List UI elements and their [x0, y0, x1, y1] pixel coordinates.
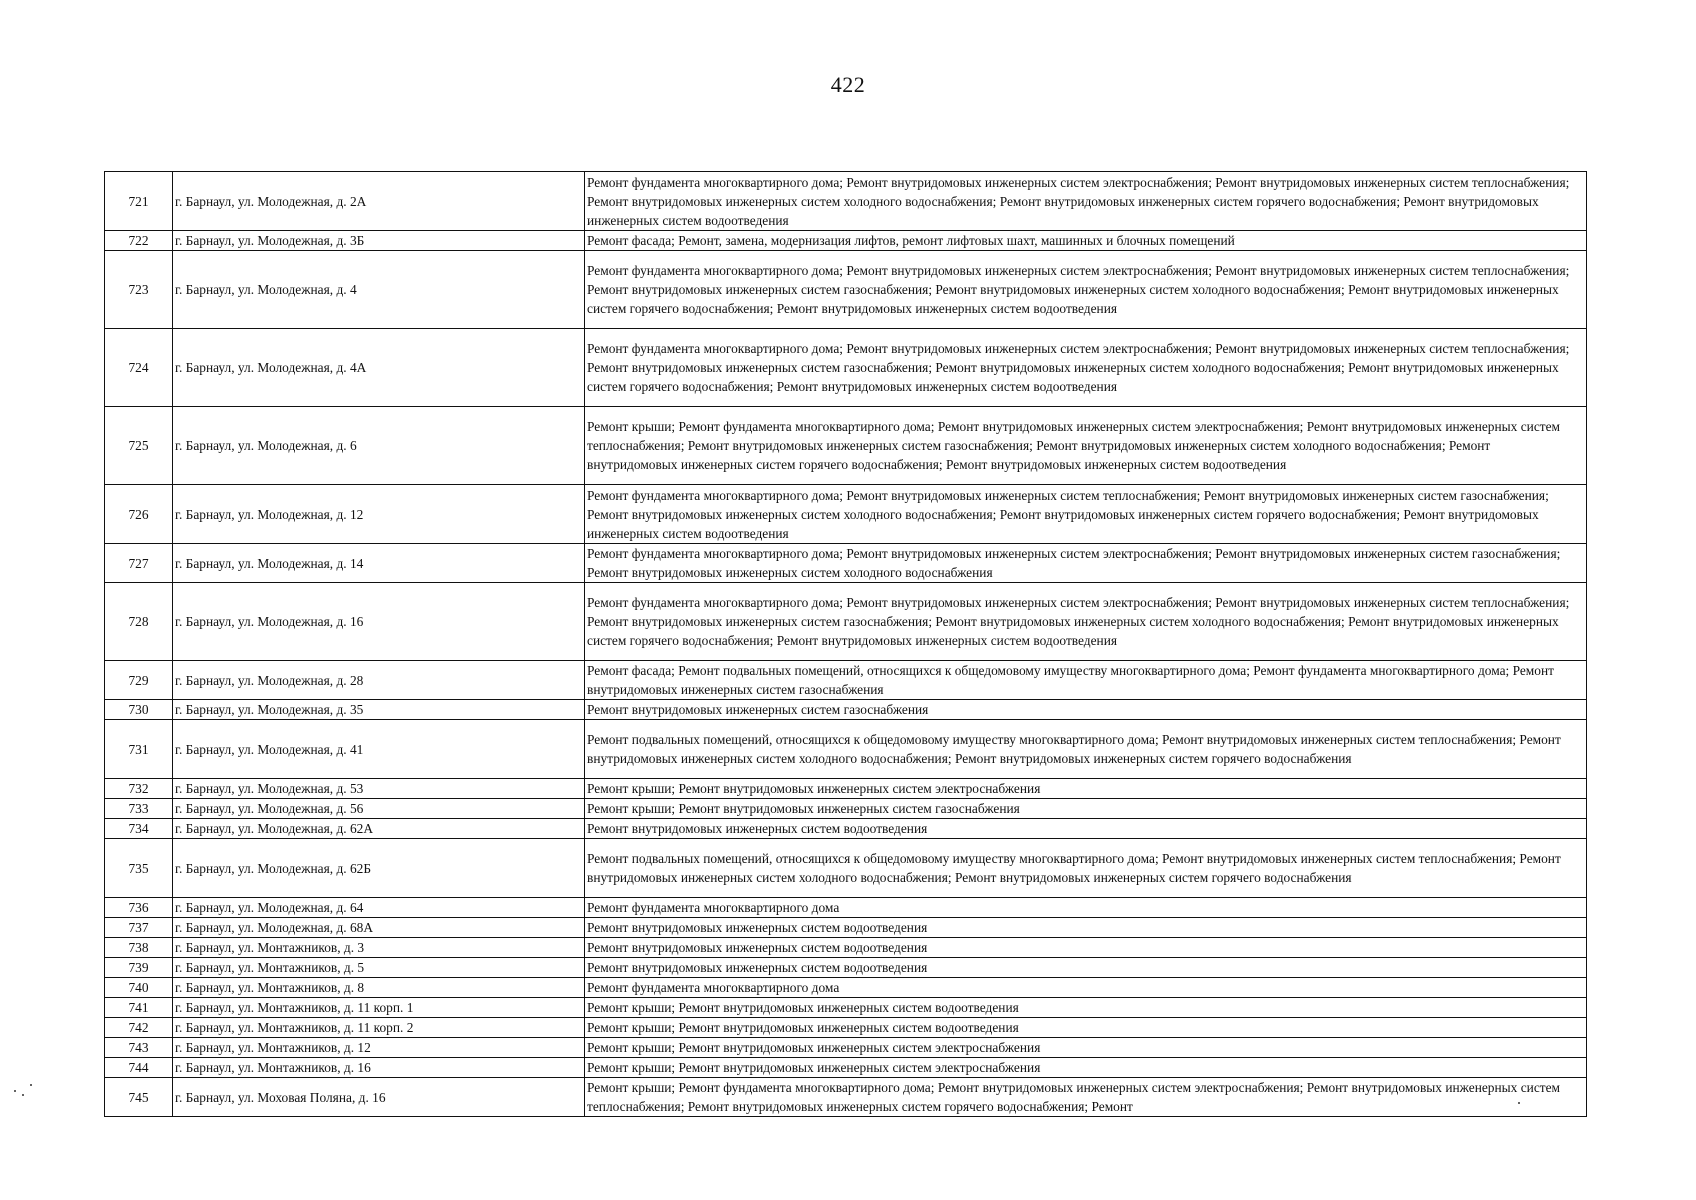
- scan-speck: [22, 1094, 24, 1096]
- table-row: [105, 898, 1587, 918]
- row-address: г. Барнаул, ул. Молодежная, д. 16: [173, 583, 585, 661]
- row-works: Ремонт фундамента многоквартирного дома; Ремонт внутридомовых инженерных систем теплоснабжения; Ремонт внутридомовых инженерных систем газоснабжения; Ремонт внутридомовых инженерных систем холодного водоснабжения; Ремонт внутридомовых инженерных систем горячего водоснабжения; Ремонт внутридомовых инженерных систем водоотведения: [585, 485, 1587, 544]
- row-number: 738: [105, 938, 173, 958]
- row-address: г. Барнаул, ул. Молодежная, д. 62Б: [173, 839, 585, 898]
- row-number: 732: [105, 779, 173, 799]
- table-row: [105, 998, 1587, 1018]
- row-works: Ремонт фундамента многоквартирного дома; Ремонт внутридомовых инженерных систем электроснабжения; Ремонт внутридомовых инженерных систем теплоснабжения; Ремонт внутридомовых инженерных систем газоснабжения; Ремонт внутридомовых инженерных систем холодного водоснабжения; Ремонт внутридомовых инженерных систем горячего водоснабжения; Ремонт внутридомовых инженерных систем водоотведения: [585, 583, 1587, 661]
- table-row: [105, 799, 1587, 819]
- table-row: [105, 720, 1587, 779]
- row-works: Ремонт крыши; Ремонт фундамента многоквартирного дома; Ремонт внутридомовых инженерных систем электроснабжения; Ремонт внутридомовых инженерных систем теплоснабжения; Ремонт внутридомовых инженерных систем горячего водоснабжения; Ремонт: [585, 1078, 1587, 1117]
- row-address: г. Барнаул, ул. Молодежная, д. 6: [173, 407, 585, 485]
- row-address: г. Барнаул, ул. Молодежная, д. 14: [173, 544, 585, 583]
- row-number: 745: [105, 1078, 173, 1117]
- row-number: 734: [105, 819, 173, 839]
- row-works: Ремонт крыши; Ремонт фундамента многоквартирного дома; Ремонт внутридомовых инженерных систем электроснабжения; Ремонт внутридомовых инженерных систем теплоснабжения; Ремонт внутридомовых инженерных систем газоснабжения; Ремонт внутридомовых инженерных систем холодного водоснабжения; Ремонт внутридомовых инженерных систем горячего водоснабжения; Ремонт внутридомовых инженерных систем водоотведения: [585, 407, 1587, 485]
- row-address: г. Барнаул, ул. Монтажников, д. 16: [173, 1058, 585, 1078]
- row-address: г. Барнаул, ул. Молодежная, д. 64: [173, 898, 585, 918]
- table-row: [105, 407, 1587, 485]
- table-row: [105, 958, 1587, 978]
- scan-speck: [1518, 1102, 1520, 1104]
- scan-speck: [14, 1090, 16, 1092]
- row-works: Ремонт крыши; Ремонт внутридомовых инженерных систем электроснабжения: [585, 1038, 1587, 1058]
- row-number: 744: [105, 1058, 173, 1078]
- row-works: Ремонт подвальных помещений, относящихся к общедомовому имуществу многоквартирного дома; Ремонт внутридомовых инженерных систем теплоснабжения; Ремонт внутридомовых инженерных систем холодного водоснабжения; Ремонт внутридомовых инженерных систем горячего водоснабжения: [585, 839, 1587, 898]
- row-address: г. Барнаул, ул. Моховая Поляна, д. 16: [173, 1078, 585, 1117]
- table-row: [105, 779, 1587, 799]
- row-address: г. Барнаул, ул. Молодежная, д. 3Б: [173, 231, 585, 251]
- row-number: 739: [105, 958, 173, 978]
- row-address: г. Барнаул, ул. Молодежная, д. 35: [173, 700, 585, 720]
- row-address: г. Барнаул, ул. Монтажников, д. 11 корп. 1: [173, 998, 585, 1018]
- table-row: [105, 251, 1587, 329]
- row-number: 743: [105, 1038, 173, 1058]
- row-number: 736: [105, 898, 173, 918]
- row-address: г. Барнаул, ул. Молодежная, д. 68А: [173, 918, 585, 938]
- row-number: 726: [105, 485, 173, 544]
- row-number: 741: [105, 998, 173, 1018]
- row-address: г. Барнаул, ул. Молодежная, д. 4: [173, 251, 585, 329]
- table-row: [105, 978, 1587, 998]
- row-address: г. Барнаул, ул. Молодежная, д. 28: [173, 661, 585, 700]
- row-works: Ремонт фундамента многоквартирного дома; Ремонт внутридомовых инженерных систем электроснабжения; Ремонт внутридомовых инженерных систем теплоснабжения; Ремонт внутридомовых инженерных систем газоснабжения; Ремонт внутридомовых инженерных систем холодного водоснабжения; Ремонт внутридомовых инженерных систем горячего водоснабжения; Ремонт внутридомовых инженерных систем водоотведения: [585, 251, 1587, 329]
- table-row: [105, 819, 1587, 839]
- scan-speck: [30, 1084, 32, 1086]
- row-works: Ремонт внутридомовых инженерных систем газоснабжения: [585, 700, 1587, 720]
- row-address: г. Барнаул, ул. Молодежная, д. 4А: [173, 329, 585, 407]
- row-number: 729: [105, 661, 173, 700]
- table-row: [105, 661, 1587, 700]
- row-address: г. Барнаул, ул. Молодежная, д. 62А: [173, 819, 585, 839]
- row-works: Ремонт фундамента многоквартирного дома; Ремонт внутридомовых инженерных систем электроснабжения; Ремонт внутридомовых инженерных систем газоснабжения; Ремонт внутридомовых инженерных систем холодного водоснабжения: [585, 544, 1587, 583]
- row-number: 723: [105, 251, 173, 329]
- table-row: [105, 583, 1587, 661]
- row-number: 721: [105, 172, 173, 231]
- row-works: Ремонт фундамента многоквартирного дома; Ремонт внутридомовых инженерных систем электроснабжения; Ремонт внутридомовых инженерных систем теплоснабжения; Ремонт внутридомовых инженерных систем холодного водоснабжения; Ремонт внутридомовых инженерных систем горячего водоснабжения; Ремонт внутридомовых инженерных систем водоотведения: [585, 172, 1587, 231]
- row-works: Ремонт фундамента многоквартирного дома: [585, 898, 1587, 918]
- row-works: Ремонт фасада; Ремонт подвальных помещений, относящихся к общедомовому имуществу многоквартирного дома; Ремонт фундамента многоквартирного дома; Ремонт внутридомовых инженерных систем газоснабжения: [585, 661, 1587, 700]
- row-address: г. Барнаул, ул. Молодежная, д. 41: [173, 720, 585, 779]
- table-row: [105, 938, 1587, 958]
- row-number: 731: [105, 720, 173, 779]
- table-row: [105, 544, 1587, 583]
- row-number: 730: [105, 700, 173, 720]
- row-address: г. Барнаул, ул. Молодежная, д. 12: [173, 485, 585, 544]
- table-row: [105, 1038, 1587, 1058]
- row-number: 737: [105, 918, 173, 938]
- row-address: г. Барнаул, ул. Монтажников, д. 12: [173, 1038, 585, 1058]
- row-address: г. Барнаул, ул. Монтажников, д. 8: [173, 978, 585, 998]
- row-address: г. Барнаул, ул. Монтажников, д. 11 корп. 2: [173, 1018, 585, 1038]
- row-works: Ремонт внутридомовых инженерных систем водоотведения: [585, 819, 1587, 839]
- row-works: Ремонт фасада; Ремонт, замена, модернизация лифтов, ремонт лифтовых шахт, машинных и блочных помещений: [585, 231, 1587, 251]
- row-works: Ремонт крыши; Ремонт внутридомовых инженерных систем водоотведения: [585, 998, 1587, 1018]
- row-number: 725: [105, 407, 173, 485]
- row-number: 735: [105, 839, 173, 898]
- row-number: 728: [105, 583, 173, 661]
- table-row: [105, 1078, 1587, 1117]
- row-address: г. Барнаул, ул. Монтажников, д. 3: [173, 938, 585, 958]
- row-works: Ремонт фундамента многоквартирного дома: [585, 978, 1587, 998]
- row-address: г. Барнаул, ул. Молодежная, д. 56: [173, 799, 585, 819]
- table-row: [105, 700, 1587, 720]
- row-works: Ремонт крыши; Ремонт внутридомовых инженерных систем электроснабжения: [585, 1058, 1587, 1078]
- row-works: Ремонт внутридомовых инженерных систем водоотведения: [585, 938, 1587, 958]
- row-works: Ремонт крыши; Ремонт внутридомовых инженерных систем электроснабжения: [585, 779, 1587, 799]
- row-works: Ремонт внутридомовых инженерных систем водоотведения: [585, 918, 1587, 938]
- table-row: [105, 918, 1587, 938]
- row-works: Ремонт внутридомовых инженерных систем водоотведения: [585, 958, 1587, 978]
- table-body: [105, 172, 1587, 1117]
- row-works: Ремонт крыши; Ремонт внутридомовых инженерных систем газоснабжения: [585, 799, 1587, 819]
- row-works: Ремонт подвальных помещений, относящихся к общедомовому имуществу многоквартирного дома; Ремонт внутридомовых инженерных систем теплоснабжения; Ремонт внутридомовых инженерных систем холодного водоснабжения; Ремонт внутридомовых инженерных систем горячего водоснабжения: [585, 720, 1587, 779]
- table-row: [105, 839, 1587, 898]
- repair-works-table: [104, 171, 1587, 1117]
- row-address: г. Барнаул, ул. Молодежная, д. 2А: [173, 172, 585, 231]
- row-works: Ремонт фундамента многоквартирного дома; Ремонт внутридомовых инженерных систем электроснабжения; Ремонт внутридомовых инженерных систем теплоснабжения; Ремонт внутридомовых инженерных систем газоснабжения; Ремонт внутридомовых инженерных систем холодного водоснабжения; Ремонт внутридомовых инженерных систем горячего водоснабжения; Ремонт внутридомовых инженерных систем водоотведения: [585, 329, 1587, 407]
- table-row: [105, 485, 1587, 544]
- row-address: г. Барнаул, ул. Молодежная, д. 53: [173, 779, 585, 799]
- row-number: 742: [105, 1018, 173, 1038]
- table-row: [105, 231, 1587, 251]
- page-number: 422: [830, 72, 866, 97]
- row-number: 722: [105, 231, 173, 251]
- table-row: [105, 1058, 1587, 1078]
- table-row: [105, 329, 1587, 407]
- table-row: [105, 172, 1587, 231]
- row-number: 740: [105, 978, 173, 998]
- table-row: [105, 1018, 1587, 1038]
- row-works: Ремонт крыши; Ремонт внутридомовых инженерных систем водоотведения: [585, 1018, 1587, 1038]
- row-number: 724: [105, 329, 173, 407]
- row-number: 727: [105, 544, 173, 583]
- row-number: 733: [105, 799, 173, 819]
- row-address: г. Барнаул, ул. Монтажников, д. 5: [173, 958, 585, 978]
